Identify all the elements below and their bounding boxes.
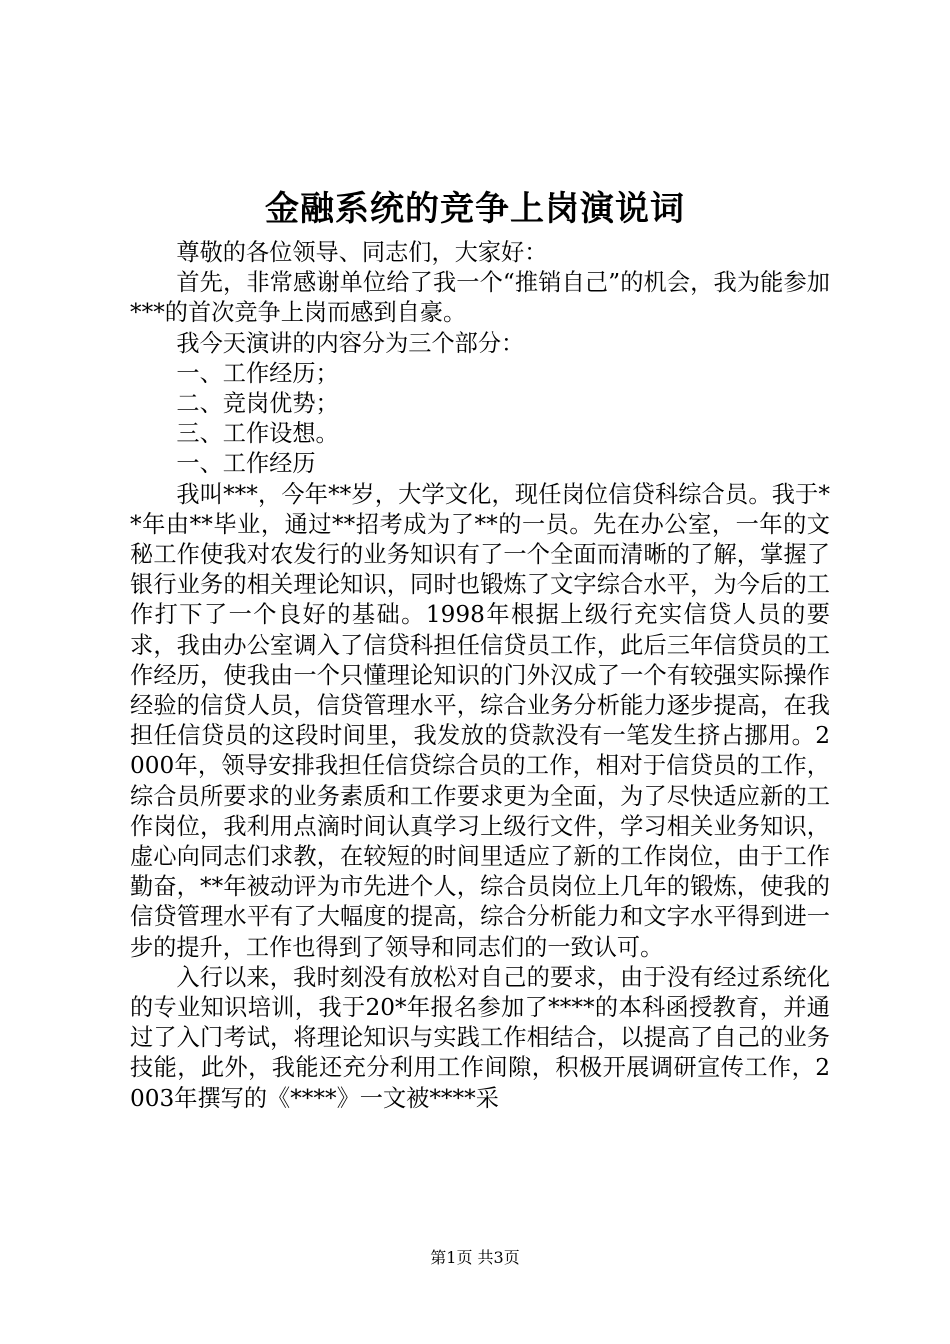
outline-item-2: 二、竞岗优势；: [176, 390, 339, 418]
outline-item-1: 一、工作经历；: [176, 359, 339, 387]
page-footer: 第1页 共3页: [430, 1248, 520, 1267]
paragraph-work-experience: 我叫***，今年**岁，大学文化，现任岗位信贷科综合员。我于**年由**毕业，通过**招考成为了**的一员。先在办公室，一年的文秘工作使我对农发行的业务知识有了一个全面而清晰的了解，掌握了银行业务的相关理论知识，同时也锻炼了文字综合水平，为今后的工作打下了一个良好的基础。1998年根据上级行充实信贷人员的要求，我由办公室调入了信贷科担任信贷员工作，此后三年信贷员的工作经历，使我由一个只懂理论知识的门外汉成了一个有较强实际操作经验的信贷人员，信贷管理水平，综合业务分析能力逐步提高，在我担任信贷员的这段时间里，我发放的贷款没有一笔发生挤占挪用。2000年，领导安排我担任信贷综合员的工作，相对于信贷员的工作，综合员所要求的业务素质和工作要求更为全面，为了尽快适应新的工作岗位，我利用点滴时间认真学习上级行文件，学习相关业务知识，虚心向同志们求教，在较短的时间里适应了新的工作岗位，由于工作勤奋，**年被动评为市先进个人，综合员岗位上几年的锻炼，使我的信贷管理水平有了大幅度的提高，综合分析能力和文字水平得到进一步的提升，工作也得到了领导和同志们的一致认可。: [130, 480, 830, 961]
document-body: [130, 238, 830, 1114]
paragraph-intro: 首先，非常感谢单位给了我一个“推销自己”的机会，我为能参加***的首次竞争上岗而感到自豪。: [130, 269, 830, 327]
paragraph-self-improvement: 入行以来，我时刻没有放松对自己的要求，由于没有经过系统化的专业知识培训，我于20*年报名参加了****的本科函授教育，并通过了入门考试，将理论知识与实践工作相结合，以提高了自己的业务技能，此外，我能还充分利用工作间隙，积极开展调研宣传工作，2003年撰写的《****》一文被****采: [130, 963, 830, 1112]
paragraph-greeting: 尊敬的各位领导、同志们，大家好：: [176, 239, 548, 266]
section-heading-work-experience: 一、工作经历: [176, 450, 316, 478]
paragraph-outline-intro: 我今天演讲的内容分为三个部分：: [176, 329, 525, 357]
outline-item-3: 三、工作设想。: [176, 420, 339, 448]
document-title: 金融系统的竞争上岗演说词: [265, 189, 685, 229]
